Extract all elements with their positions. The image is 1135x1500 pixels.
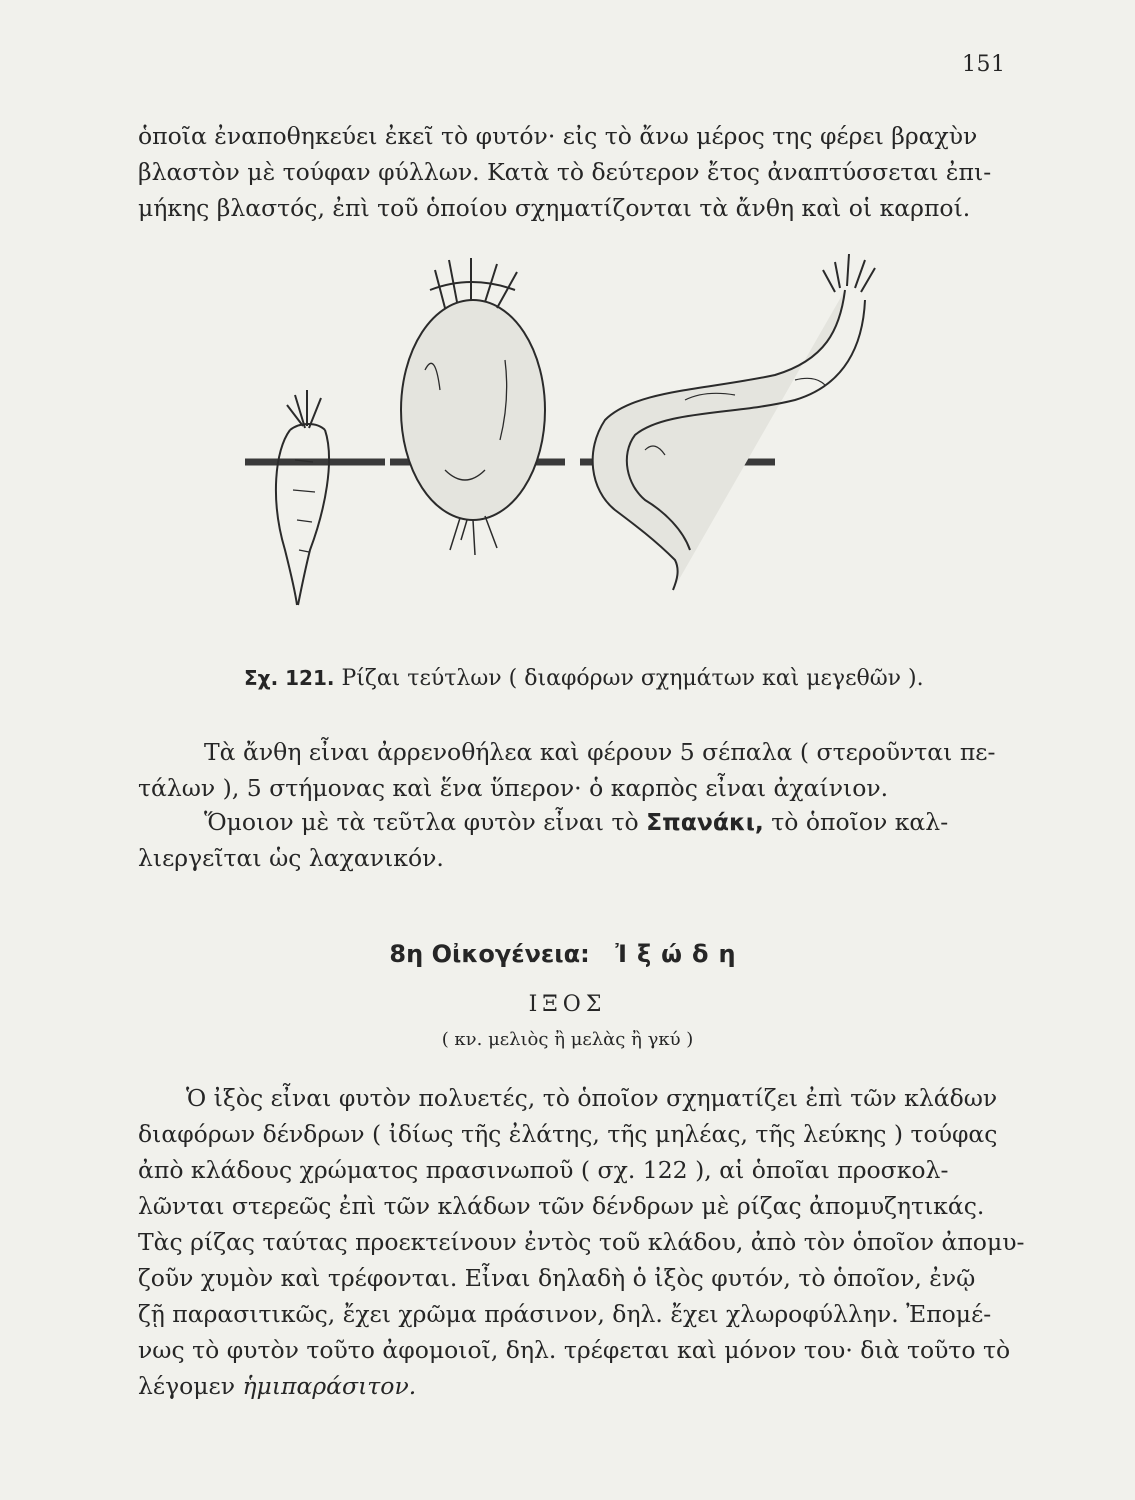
- text-line: ἀπὸ κλάδους χρώματος πρασινωποῦ ( σχ. 122 ), αἱ ὁποῖαι προσκολ-: [138, 1156, 949, 1184]
- figure-caption: [244, 666, 924, 691]
- text-line: Ὁ ἰξὸς εἶναι φυτὸν πολυετές, τὸ ὁποῖον σχηματίζει ἐπὶ τῶν κλάδων: [186, 1084, 998, 1112]
- species-common-names: ( κν. μελιὸς ἢ μελὰς ἢ γκύ ): [441, 1029, 694, 1050]
- figure-caption-text: Ρίζαι τεύτλων ( διαφόρων σχημάτων καὶ μεγεθῶν ).: [341, 666, 924, 691]
- spinach-bold-word: Σπανάκι,: [646, 808, 764, 836]
- text-line: βλαστὸν μὲ τούφαν φύλλων. Κατὰ τὸ δεύτερον ἔτος ἀναπτύσσεται ἐπι-: [138, 158, 992, 186]
- curved-root-drawing: [593, 254, 875, 590]
- species-heading: ΙΞΟΣ: [528, 992, 607, 1017]
- figure-label: Σχ. 121.: [244, 666, 335, 690]
- text-line: ὁποῖα ἐναποθηκεύει ἐκεῖ τὸ φυτόν· εἰς τὸ ἄνω μέρος της φέρει βραχὺν: [138, 122, 978, 150]
- intro-paragraph: [138, 118, 991, 226]
- spinach-text-before: Ὅμοιον μὲ τὰ τεῦτλα φυτὸν εἶναι τὸ: [204, 808, 647, 836]
- text-line: Τὰ ἄνθη εἶναι ἀρρενοθήλεα καὶ φέρουν 5 σέπαλα ( στεροῦνται πε-: [204, 738, 996, 766]
- text-line: λιεργεῖται ὡς λαχανικόν.: [138, 844, 444, 872]
- text-line: ζῇ παρασιτικῶς, ἔχει χρῶμα πράσινον, δηλ. ἔχει χλωροφύλλην. Ἐπομέ-: [138, 1300, 992, 1328]
- flowers-paragraph: [138, 734, 996, 806]
- text-line: μήκης βλαστός, ἐπὶ τοῦ ὁποίου σχηματίζονται τὰ ἄνθη καὶ οἱ καρποί.: [138, 194, 971, 222]
- text-line: νως τὸ φυτὸν τοῦτο ἀφομοιοῖ, δηλ. τρέφεται καὶ μόνον του· διὰ τοῦτο τὸ: [138, 1336, 1011, 1364]
- text-line: Τὰς ρίζας ταύτας προεκτείνουν ἐντὸς τοῦ κλάδου, ἀπὸ τὸν ὁποῖον ἀπομυ-: [138, 1228, 1025, 1256]
- text-line: ζοῦν χυμὸν καὶ τρέφονται. Εἶναι δηλαδὴ ὁ ἰξὸς φυτόν, τὸ ὁποῖον, ἐνῷ: [138, 1264, 976, 1292]
- family-heading: [0, 940, 1135, 968]
- family-label: 8η Οἰκογένεια:: [389, 940, 590, 968]
- text-line: [204, 804, 948, 840]
- text-line: διαφόρων δένδρων ( ἰδίως τῆς ἐλάτης, τῆς μηλέας, τῆς λεύκης ) τούφας: [138, 1120, 998, 1148]
- text-line: [138, 1368, 1024, 1404]
- slender-root-drawing: [276, 390, 329, 605]
- beet-roots-illustration: [235, 250, 895, 610]
- last-line-text: λέγομεν: [138, 1372, 243, 1400]
- text-line: λῶνται στερεῶς ἐπὶ τῶν κλάδων τῶν δένδρων μὲ ρίζας ἀπομυζητικάς.: [138, 1192, 985, 1220]
- text-line: τάλων ), 5 στήμονας καὶ ἕνα ὕπερον· ὁ καρπὸς εἶναι ἀχαίνιον.: [138, 774, 889, 802]
- spinach-text-after: τὸ ὁποῖον καλ-: [763, 808, 949, 836]
- last-line-italic-term: ἡμιπαράσιτον.: [242, 1372, 417, 1400]
- page-number: 151: [962, 52, 1006, 77]
- spinach-paragraph: [138, 804, 949, 876]
- round-beet-drawing: [401, 258, 545, 555]
- mistletoe-paragraph: [138, 1080, 1025, 1404]
- family-name: Ἰξώδη: [615, 940, 746, 968]
